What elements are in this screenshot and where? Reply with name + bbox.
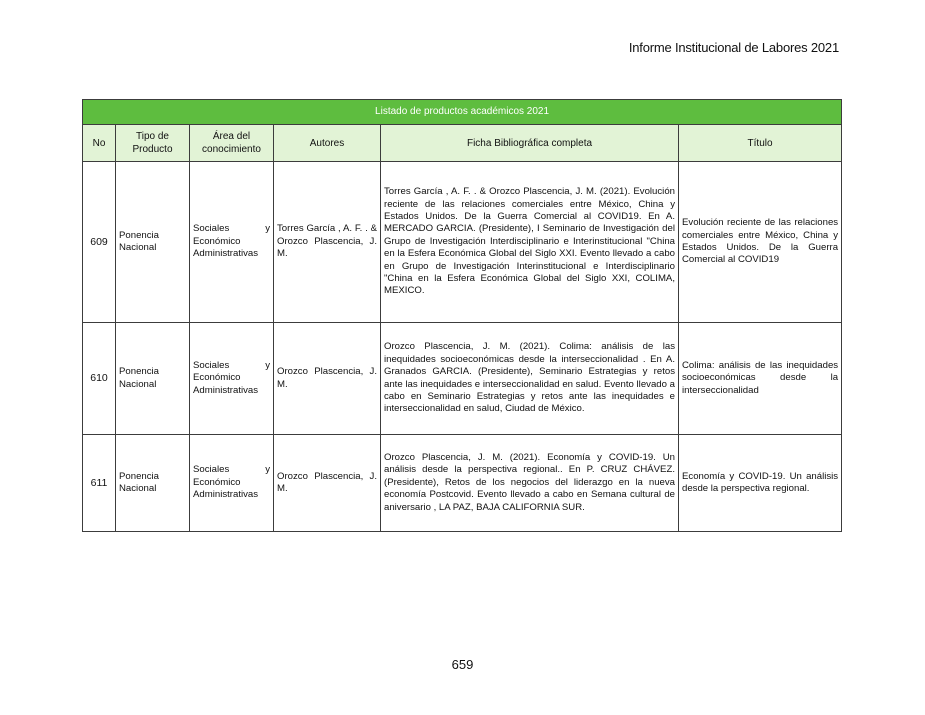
table-row: [83, 323, 842, 435]
cell-autores: Orozco Plascencia, J. M.: [274, 323, 381, 435]
table-header-row: [83, 125, 842, 162]
cell-no: 610: [83, 323, 116, 435]
cell-ficha: Orozco Plascencia, J. M. (2021). Economía y COVID-19. Un análisis desde la perspectiva regional.. En P. CRUZ CHÁVEZ. (Presidente), Retos de los negocios del liderazgo en la nueva economía Postcovid. Evento llevado a cabo en Semana cultural de aniversario , LA PAZ, BAJA CALIFORNIA SUR.: [381, 435, 679, 532]
academic-products-table: [82, 99, 842, 532]
column-header-tipo: Tipo de Producto: [116, 125, 190, 162]
table-caption: Listado de productos académicos 2021: [83, 100, 842, 125]
page-number: 659: [451, 657, 474, 672]
column-header-no: No: [83, 125, 116, 162]
cell-no: 611: [83, 435, 116, 532]
cell-ficha: Torres García , A. F. . & Orozco Plascencia, J. M. (2021). Evolución reciente de las relaciones comerciales entre México, China y Estados Unidos. De la Guerra Comercial al COVID19. En A. MERCADO GARCIA. (Presidente), I Seminario de Investigación del Grupo de Investigación Interdisciplinario e Interinstitucional "China en la Esfera Económica Global del Siglo XXI. Evento llevado a cabo en Grupo de Investigación Interinstitucional e Interdisciplinario "China en la Esfera Económica Global del Siglo XXI, COLIMA, MEXICO.: [381, 162, 679, 323]
cell-no: 609: [83, 162, 116, 323]
cell-tipo: Ponencia Nacional: [116, 162, 190, 323]
cell-tipo: Ponencia Nacional: [116, 323, 190, 435]
cell-titulo: Economía y COVID-19. Un análisis desde la perspectiva regional.: [679, 435, 842, 532]
table-row: [83, 162, 842, 323]
report-header-title: Informe Institucional de Labores 2021: [628, 40, 839, 55]
cell-area: Sociales y Económico Administrativas: [190, 323, 274, 435]
cell-tipo: Ponencia Nacional: [116, 435, 190, 532]
cell-autores: Torres García , A. F. . & Orozco Plascencia, J. M.: [274, 162, 381, 323]
products-table-container: [82, 99, 841, 532]
cell-area: Sociales y Económico Administrativas: [190, 435, 274, 532]
cell-area: Sociales y Económico Administrativas: [190, 162, 274, 323]
cell-ficha: Orozco Plascencia, J. M. (2021). Colima: análisis de las inequidades socioeconómicas desde la interseccionalidad . En A. Granados GARCIA. (Presidente), Seminario Estrategias y retos ante las inequidades e interseccionalidad en salud. Evento llevado a cabo en Seminario Estrategias y retos ante las inequidades e interseccionalidad en salud, Ciudad de México.: [381, 323, 679, 435]
cell-titulo: Evolución reciente de las relaciones comerciales entre México, China y Estados Unidos. De la Guerra Comercial al COVID19: [679, 162, 842, 323]
cell-titulo: Colima: análisis de las inequidades socioeconómicas desde la interseccionalidad: [679, 323, 842, 435]
table-row: [83, 435, 842, 532]
column-header-autores: Autores: [274, 125, 381, 162]
cell-autores: Orozco Plascencia, J. M.: [274, 435, 381, 532]
column-header-area: Área del conocimiento: [190, 125, 274, 162]
column-header-titulo: Título: [679, 125, 842, 162]
column-header-ficha: Ficha Bibliográfica completa: [381, 125, 679, 162]
